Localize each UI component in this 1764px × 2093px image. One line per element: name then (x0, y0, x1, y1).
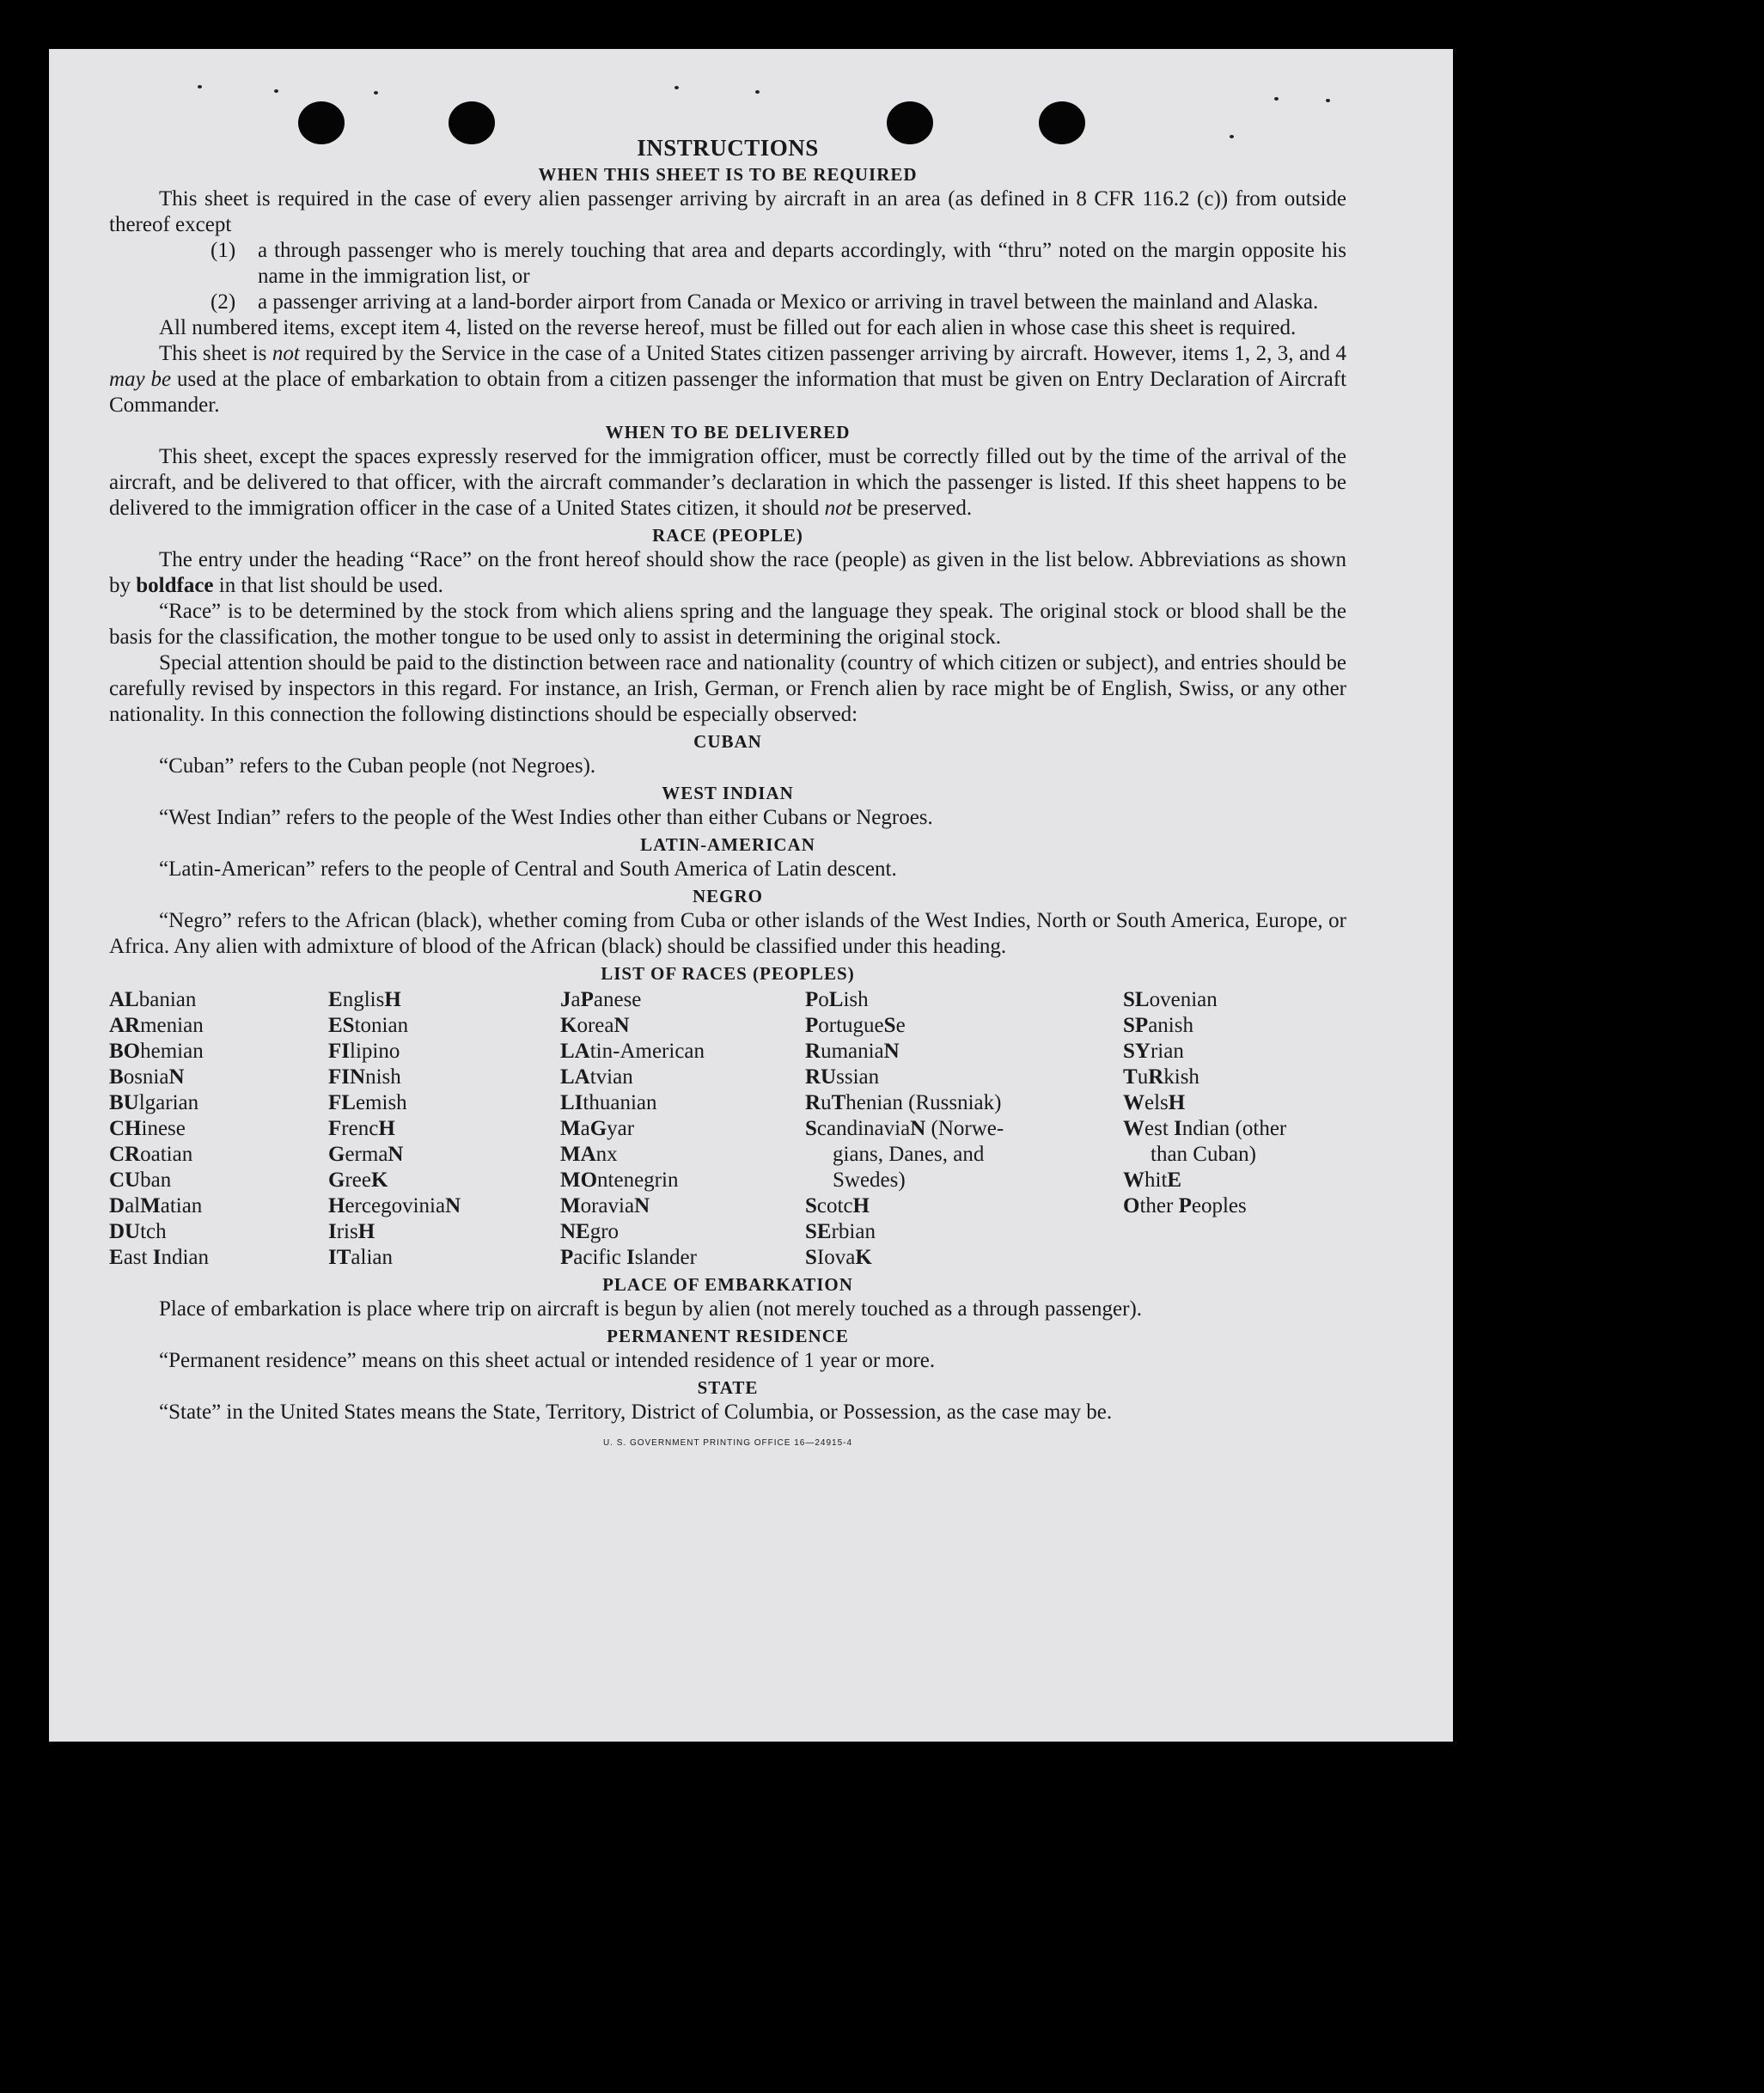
list-item: (1) a through passenger who is merely touching that area and departs accordingly, with “thru” noted on the margin opposite his name in the immigration list, or (211, 239, 1346, 288)
document-page (49, 49, 1453, 1742)
race-entry: PortugueSe (805, 1014, 906, 1037)
race-entry: BOhemian (109, 1040, 204, 1063)
race-entry: FLemish (328, 1091, 407, 1114)
heading-west-indian: WEST INDIAN (662, 783, 794, 803)
race-entry: West Indian (other (1123, 1117, 1287, 1140)
race-entry: East Indian (109, 1246, 209, 1269)
race-column (1123, 987, 1346, 1271)
heading-list-of-races: LIST OF RACES (PEOPLES) (601, 963, 855, 984)
speck (755, 90, 760, 94)
race-entry: WelsH (1123, 1091, 1186, 1114)
race-entry: GermaN (328, 1143, 404, 1166)
paragraph: “Permanent residence” means on this sheet actual or intended residence of 1 year or more. (159, 1349, 936, 1372)
speck (674, 86, 679, 89)
race-entry: IrisH (328, 1220, 375, 1243)
race-entry: SLovenian (1123, 988, 1218, 1011)
heading-negro: NEGRO (692, 886, 763, 906)
paragraph: “Negro” refers to the African (black), whether coming from Cuba or other islands of the West Indies, North or South America, Europe, or Africa. Any alien with admixture of blood of the African (black) should be classified under this heading. (109, 909, 1346, 958)
paragraph: “Race” is to be determined by the stock from which aliens spring and the language they speak. The original stock or blood shall be the basis for the classification, the mother tongue to be used only to assist in determining the original stock. (109, 600, 1346, 649)
heading-latin-american: LATIN-AMERICAN (640, 834, 815, 855)
race-entry: MAnx (560, 1143, 618, 1166)
race-column (560, 987, 805, 1271)
paragraph: All numbered items, except item 4, listed on the reverse hereof, must be filled out for each alien in whose case this sheet is required. (159, 316, 1297, 339)
race-entry: NEgro (560, 1220, 620, 1243)
race-entry: EStonian (328, 1014, 409, 1037)
race-entry: CRoatian (109, 1143, 193, 1166)
race-entry: TuRkish (1123, 1065, 1199, 1089)
speck (1326, 99, 1330, 102)
race-entry: FrencH (328, 1117, 395, 1140)
paragraph: Place of embarkation is place where trip on aircraft is begun by alien (not merely touched as a through passenger). (159, 1297, 1143, 1321)
heading-when-required: WHEN THIS SHEET IS TO BE REQUIRED (538, 164, 918, 185)
race-entry-continuation: Swedes) (833, 1169, 906, 1192)
paragraph: “State” in the United States means the State, Territory, District of Columbia, or Possession, as the case may be. (159, 1400, 1113, 1424)
page-title: INSTRUCTIONS (637, 135, 819, 161)
race-entry: ITalian (328, 1246, 393, 1269)
race-entry: GreeK (328, 1169, 388, 1192)
race-column (805, 987, 1123, 1271)
heading-place-of-embarkation: PLACE OF EMBARKATION (602, 1274, 853, 1295)
speck (374, 91, 378, 95)
race-entry: MOntenegrin (560, 1169, 679, 1192)
paragraph: “Latin-American” refers to the people of Central and South America of Latin descent. (159, 857, 897, 881)
list-item: (2) a passenger arriving at a land-border airport from Canada or Mexico or arriving in travel between the mainland and Alaska. (211, 290, 1319, 314)
race-entry: DalMatian (109, 1194, 203, 1217)
heading-cuban: CUBAN (693, 731, 762, 752)
race-entry: ScandinaviaN (Norwe- (805, 1117, 1004, 1140)
race-entry: ScotcH (805, 1194, 870, 1217)
race-column (109, 987, 328, 1271)
race-entry: Pacific Islander (560, 1246, 697, 1269)
race-entry: RuThenian (Russniak) (805, 1091, 1002, 1114)
race-entry: LAtin-American (560, 1040, 705, 1063)
paragraph: This sheet is not required by the Service in the case of a United States citizen passenger arriving by aircraft. However, items 1, 2, 3, and 4 may be used at the place of embarkation to obtain from a citizen passenger the information that must be given on Entry Declaration of Aircraft Commander. (109, 342, 1347, 417)
race-entry: SErbian (805, 1220, 876, 1243)
race-entry: JaPanese (560, 988, 642, 1011)
race-column (328, 987, 560, 1271)
race-entry: RumaniaN (805, 1040, 900, 1063)
race-entry: LAtvian (560, 1065, 633, 1089)
heading-permanent-residence: PERMANENT RESIDENCE (607, 1326, 849, 1346)
race-entry: LIthuanian (560, 1091, 657, 1114)
race-entry: MoraviaN (560, 1194, 650, 1217)
race-entry: CUban (109, 1169, 172, 1192)
paragraph: This sheet, except the spaces expressly reserved for the immigration officer, must be correctly filled out by the time of the arrival of the aircraft, and be delivered to that officer, with the aircraft commander’s declaration in which the passenger is listed. If this sheet happens to be delivered to the immigration officer in the case of a United States citizen, it should not be preserved. (109, 445, 1346, 520)
race-entry: KoreaN (560, 1014, 630, 1037)
race-entry: Other Peoples (1123, 1194, 1247, 1217)
paragraph: “West Indian” refers to the people of the West Indies other than either Cubans or Negroes. (159, 806, 933, 829)
race-entry: WhitE (1123, 1169, 1182, 1192)
race-entry: BosniaN (109, 1065, 185, 1089)
race-entry: PoLish (805, 988, 869, 1011)
race-entry: SIovaK (805, 1246, 872, 1269)
heading-race: RACE (PEOPLE) (652, 525, 803, 546)
race-entry: EnglisH (328, 988, 401, 1011)
race-entry: ALbanian (109, 988, 197, 1011)
race-entry: SPanish (1123, 1014, 1193, 1037)
speck (274, 89, 278, 93)
heading-when-delivered: WHEN TO BE DELIVERED (605, 422, 851, 442)
race-entry: FINnish (328, 1065, 401, 1089)
race-entry: MaGyar (560, 1117, 635, 1140)
race-entry: DUtch (109, 1220, 167, 1243)
paragraph: This sheet is required in the case of every alien passenger arriving by aircraft in an area (as defined in 8 CFR 116.2 (c)) from outside thereof except (109, 187, 1346, 236)
paragraph: Special attention should be paid to the distinction between race and nationality (country of which citizen or subject), and entries should be carefully revised by inspectors in this regard. For instance, an Irish, German, or French alien by race might be of English, Swiss, or any other nationality. In this connection the following distinctions should be especially observed: (109, 651, 1346, 726)
race-entry: FIlipino (328, 1040, 400, 1063)
race-entry: BUlgarian (109, 1091, 199, 1114)
speck (1274, 97, 1279, 101)
race-entry: RUssian (805, 1065, 880, 1089)
race-entry: HercegoviniaN (328, 1194, 461, 1217)
heading-state: STATE (697, 1377, 759, 1398)
race-entry: ARmenian (109, 1014, 204, 1037)
paragraph: The entry under the heading “Race” on the front hereof should show the race (people) as given in the list below. Abbreviations as shown by boldface in that list should be used. (109, 548, 1346, 597)
race-list (109, 987, 1346, 1271)
speck (198, 85, 202, 88)
paragraph: “Cuban” refers to the Cuban people (not Negroes). (159, 754, 596, 778)
printer-imprint: U. S. GOVERNMENT PRINTING OFFICE 16—24915-4 (602, 1438, 853, 1448)
race-entry-continuation: than Cuban) (1151, 1143, 1256, 1166)
race-entry-continuation: gians, Danes, and (833, 1143, 985, 1166)
instructions-text (109, 135, 1346, 1456)
race-entry: SYrian (1123, 1040, 1184, 1063)
race-entry: CHinese (109, 1117, 186, 1140)
